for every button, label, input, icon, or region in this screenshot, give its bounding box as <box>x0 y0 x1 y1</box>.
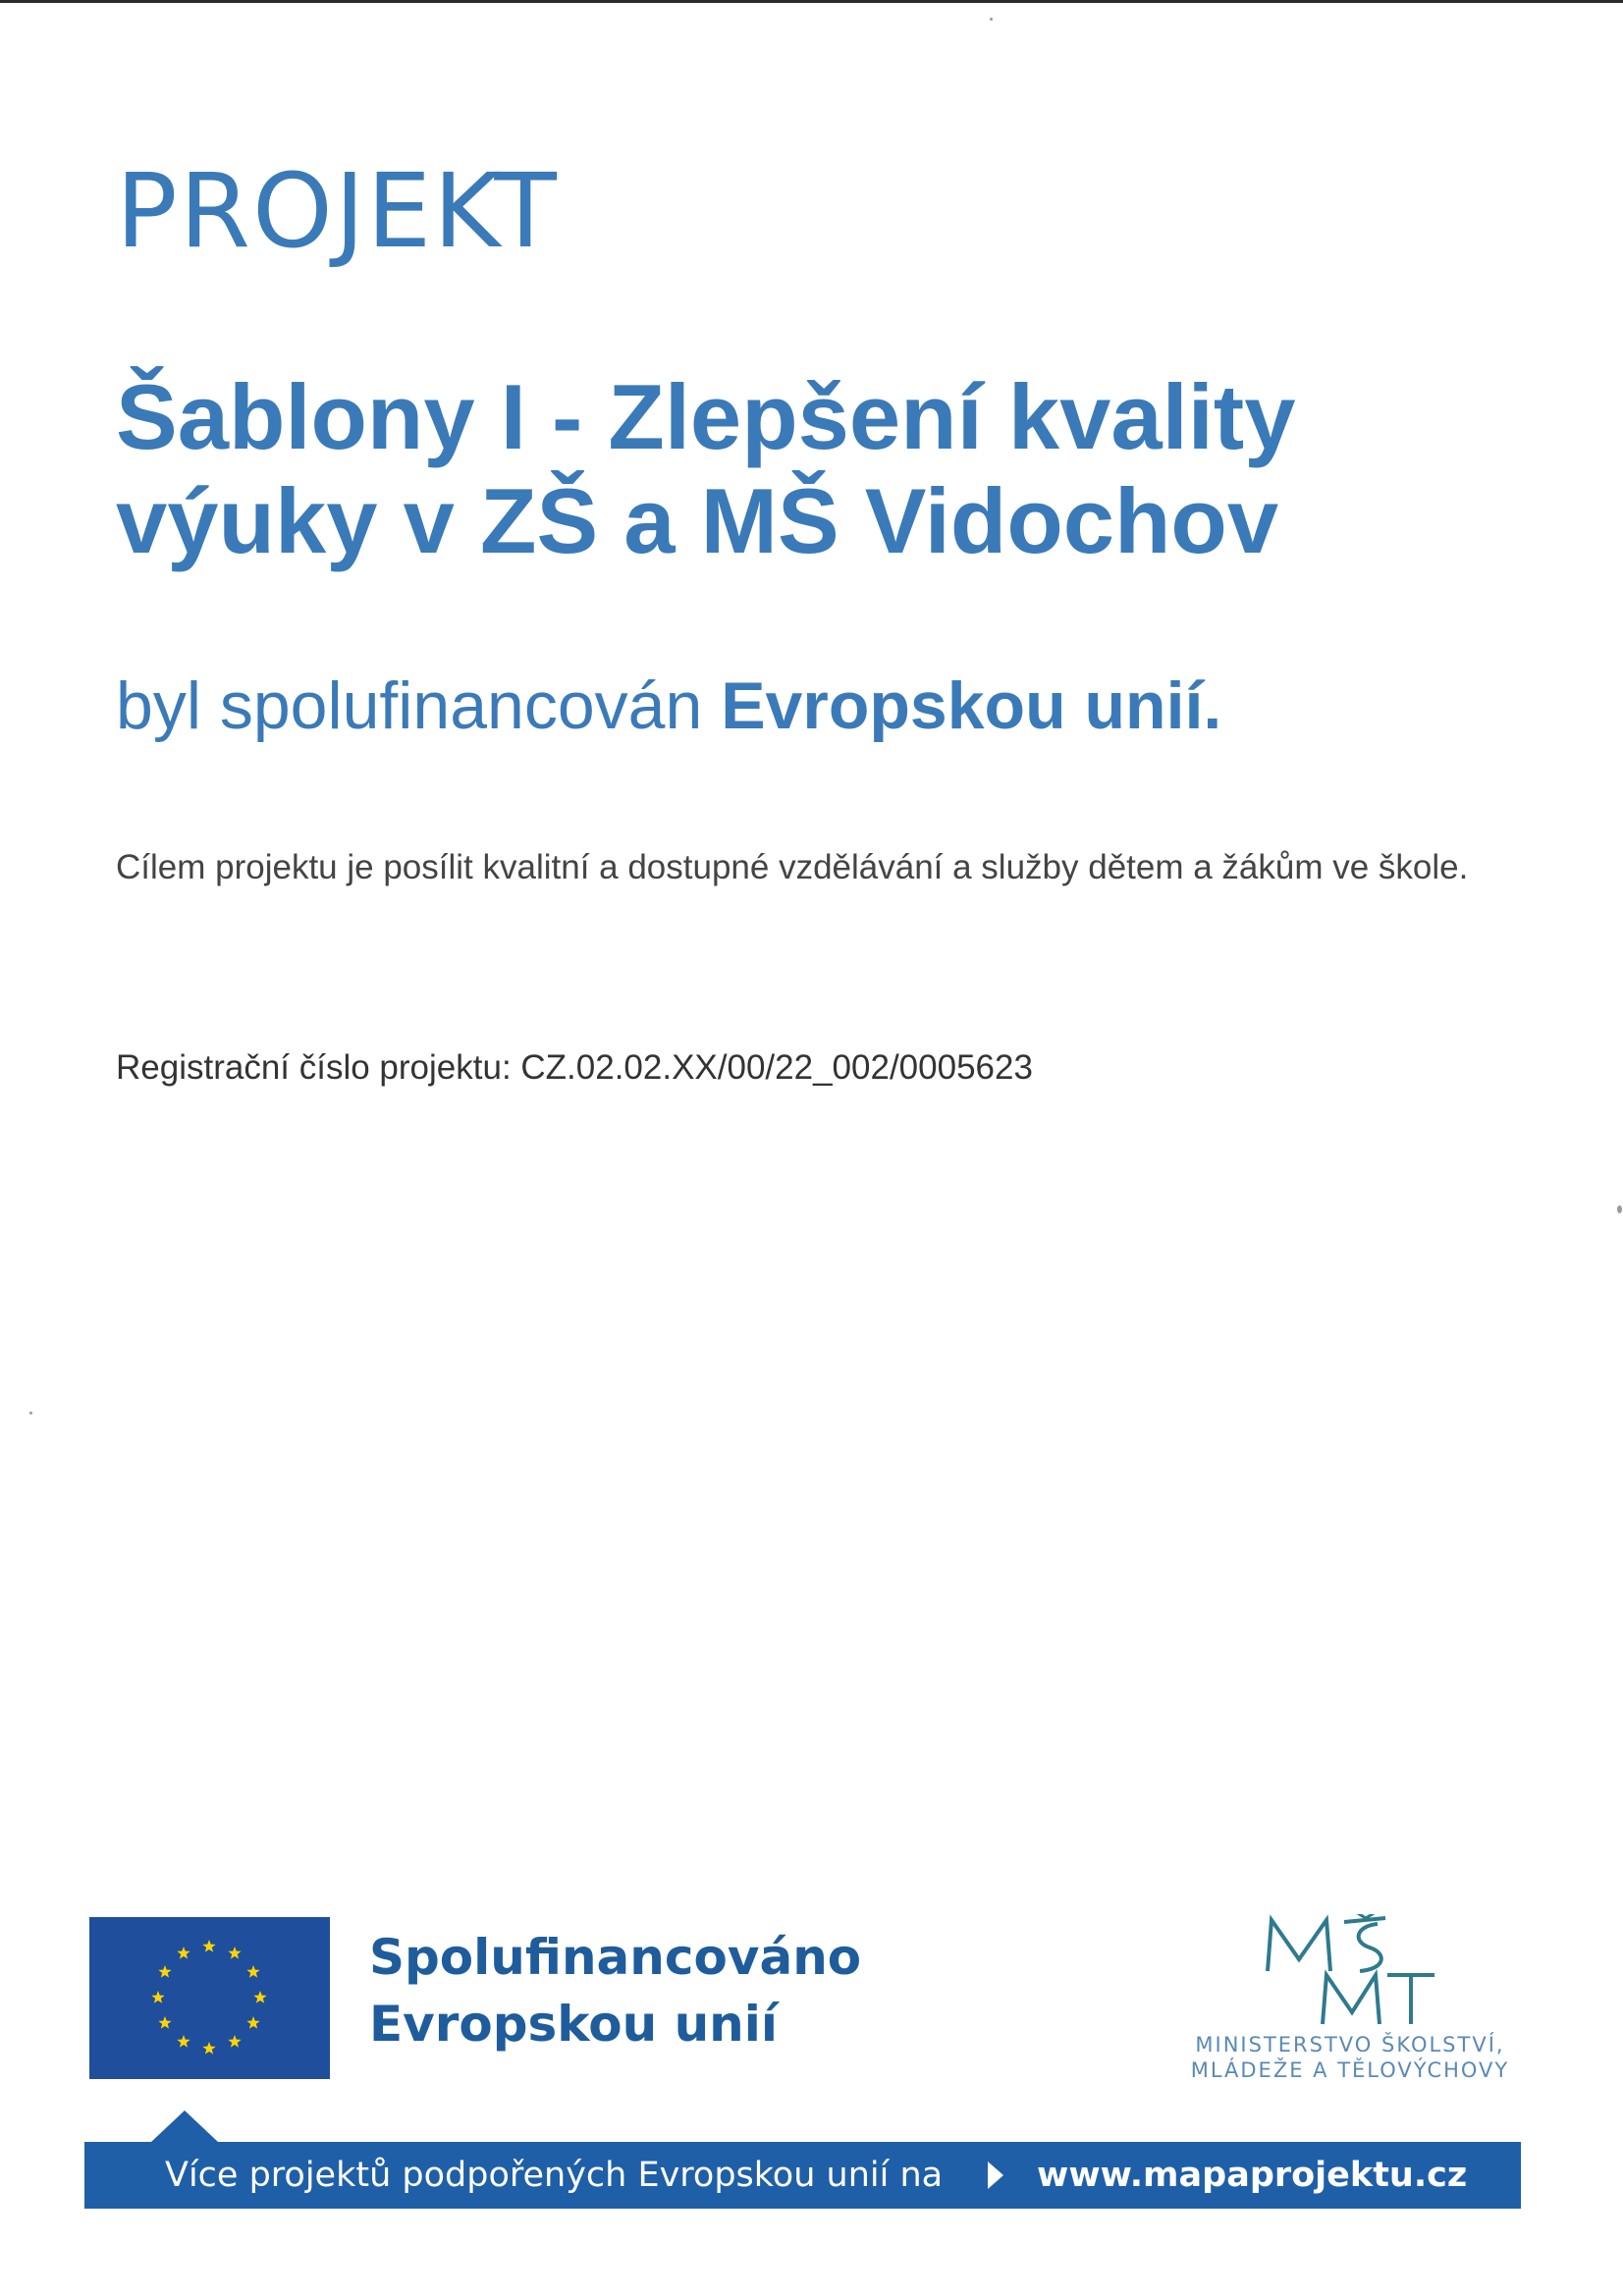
project-title: Šablony I - Zlepšení kvality výuky v ZŠ a MŠ Vidochov <box>116 365 1296 572</box>
msmt-logo-icon <box>1262 1914 1438 2032</box>
eu-star-icon <box>246 2016 259 2029</box>
ministry-name <box>1159 2032 1542 2083</box>
mapaprojektu-link[interactable]: www.mapaprojektu.cz <box>1037 2156 1468 2195</box>
banner-tab-marker <box>151 2110 218 2142</box>
eu-star-icon <box>228 1947 241 1959</box>
eu-star-icon <box>177 2035 189 2048</box>
eu-stars-circle <box>89 1917 330 2079</box>
eu-label-line1: Spolufinancováno <box>369 1929 862 1986</box>
banner-text: Více projektů podpořených Evropskou unií na <box>165 2156 944 2195</box>
eu-star-icon <box>177 1947 189 1959</box>
page-top-border <box>0 0 1623 3</box>
eu-star-icon <box>202 1940 215 1952</box>
eu-flag-icon <box>89 1917 330 2079</box>
arrow-right-icon <box>988 2162 1003 2189</box>
eu-star-icon <box>158 1965 171 1978</box>
ministry-name-line1: MINISTERSTVO ŠKOLSTVÍ, <box>1195 2033 1505 2056</box>
project-kicker: PROJEKT <box>116 151 559 271</box>
project-goal: Cílem projektu je posílit kvalitní a dostupné vzdělávání a služby dětem a žákům ve škole. <box>116 848 1469 886</box>
scan-speck <box>29 1412 32 1415</box>
eu-star-icon <box>246 1965 259 1978</box>
funding-emphasis: Evropskou unií. <box>721 668 1222 743</box>
project-map-banner <box>84 2142 1521 2209</box>
scan-speck <box>1617 1205 1622 1213</box>
eu-star-icon <box>202 2042 215 2055</box>
eu-star-icon <box>158 2016 171 2029</box>
eu-cofinanced-label <box>369 1924 861 2057</box>
eu-star-icon <box>228 2035 241 2048</box>
scan-speck <box>990 18 993 21</box>
funding-statement <box>116 669 1221 743</box>
funding-prefix: byl spolufinancován <box>116 668 703 743</box>
eu-label-line2: Evropskou unií <box>369 1996 779 2053</box>
registration-number: Registrační číslo projektu: CZ.02.02.XX/00/22_002/0005623 <box>116 1048 1033 1087</box>
eu-star-icon <box>151 1991 164 2003</box>
ministry-name-line2: MLÁDEŽE A TĚLOVÝCHOVY <box>1190 2058 1510 2082</box>
eu-star-icon <box>253 1991 266 2003</box>
